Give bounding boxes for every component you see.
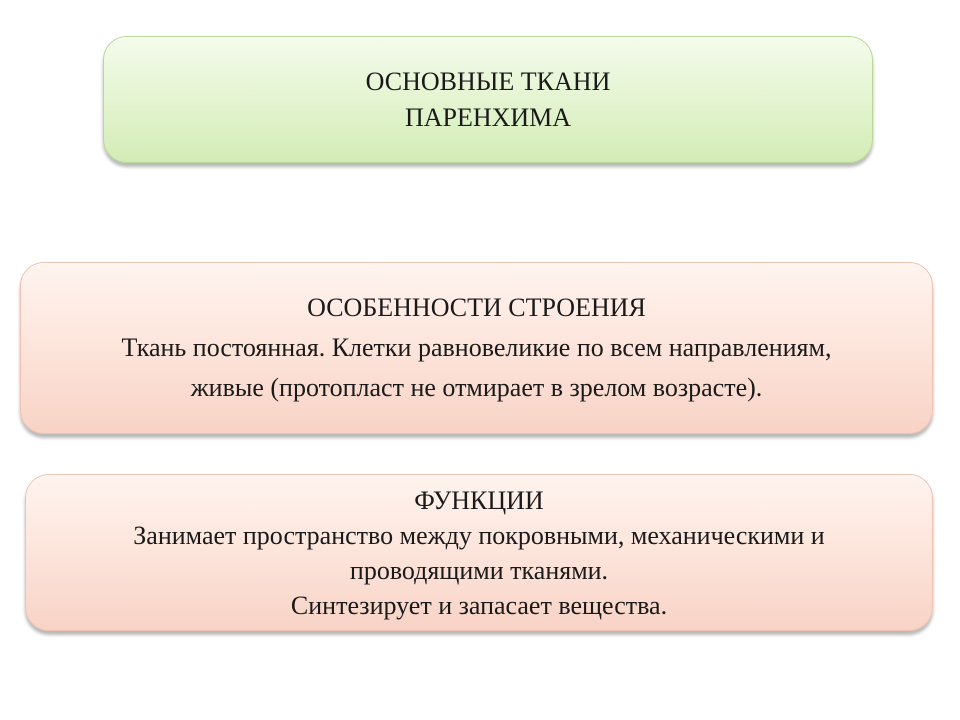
title-box [103,36,873,163]
functions-text-line-1: Занимает пространство между покровными, механическими и [133,520,825,550]
functions-text-line-3: Синтезирует и запасает вещества. [290,590,668,620]
title-line-1: ОСНОВНЫЕ ТКАНИ [365,66,611,96]
structure-features-box [20,262,933,434]
structure-heading: ОСОБЕННОСТИ СТРОЕНИЯ [307,293,646,322]
functions-heading: ФУНКЦИИ [414,485,544,515]
title-line-2: ПАРЕНХИМА [404,102,572,132]
functions-text-line-2: проводящими тканями. [349,555,609,585]
functions-box [25,474,933,631]
structure-text-line-1: Ткань постоянная. Клетки равновеликие по всем направлениям, [121,333,832,362]
structure-text-line-2: живые (протопласт не отмирает в зрелом возрасте). [190,373,763,402]
